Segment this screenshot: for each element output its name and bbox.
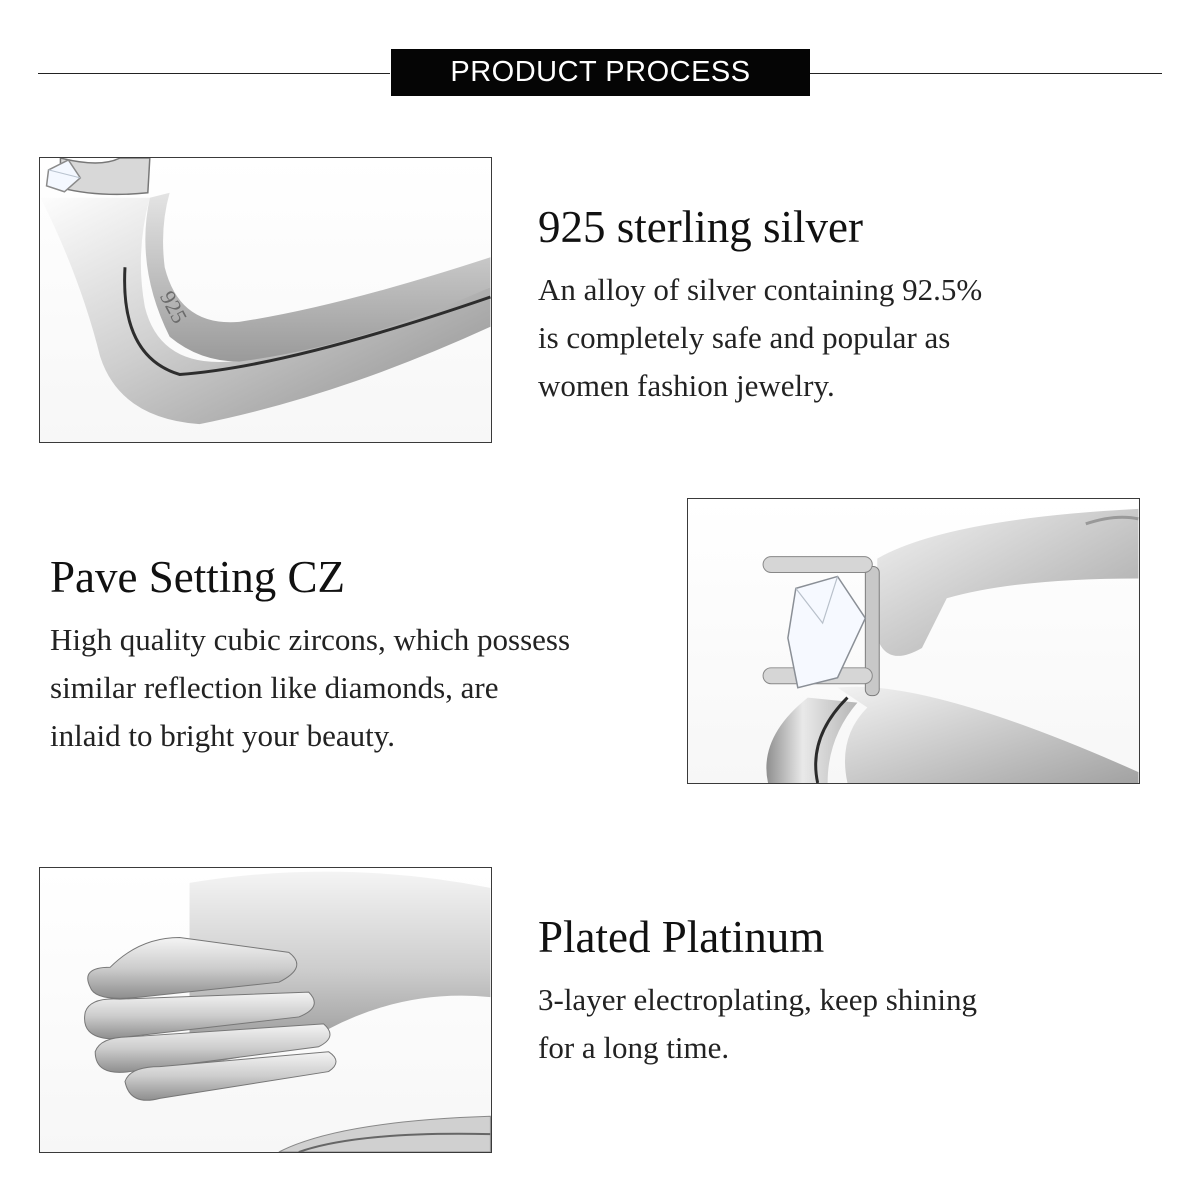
- feature-line: An alloy of silver containing 92.5%: [538, 272, 983, 307]
- feature-line: inlaid to bright your beauty.: [50, 718, 395, 753]
- feature-description: [538, 976, 1098, 1072]
- sterling-silver-photo: [39, 157, 492, 443]
- feature-title: Plated Platinum: [538, 912, 825, 962]
- cz-setting-photo: [687, 498, 1140, 784]
- feature-line: similar reflection like diamonds, are: [50, 670, 499, 705]
- feature-title: 925 sterling silver: [538, 202, 863, 252]
- feature-sterling-silver: [538, 200, 1098, 410]
- header-divider-right: [810, 73, 1162, 74]
- page-title: PRODUCT PROCESS: [391, 49, 810, 96]
- feature-title: Pave Setting CZ: [50, 552, 345, 602]
- header-divider-left: [38, 73, 390, 74]
- feature-line: 3-layer electroplating, keep shining: [538, 982, 978, 1017]
- plated-platinum-photo: [39, 867, 492, 1153]
- cz-stone-setting-icon: [688, 499, 1139, 783]
- feature-description: [50, 616, 670, 760]
- feature-line: High quality cubic zircons, which possess: [50, 622, 571, 657]
- feature-line: is completely safe and popular as: [538, 320, 951, 355]
- feature-line: women fashion jewelry.: [538, 368, 835, 403]
- feature-plated-platinum: [538, 910, 1098, 1072]
- silver-hand-fingers-icon: [40, 868, 491, 1152]
- ring-stamp: 925: [155, 287, 192, 328]
- ring-band-925-stamp-icon: [40, 158, 491, 442]
- feature-pave-setting: [50, 550, 670, 760]
- feature-description: [538, 266, 1098, 410]
- feature-line: for a long time.: [538, 1030, 730, 1065]
